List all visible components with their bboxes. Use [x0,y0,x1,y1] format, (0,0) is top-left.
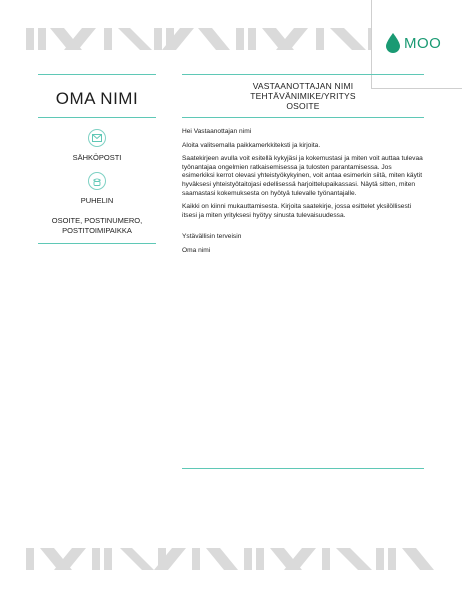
logo-box [371,0,462,89]
letter-paragraph: Aloita valitsemalla paikkamerkkiteksti ja kirjoita. [182,141,321,149]
email-label: SÄHKÖPOSTI [72,153,122,162]
bottom-decorative-band [26,548,436,570]
left-bottom-rule [38,243,156,244]
left-name-rule [38,117,156,118]
recipient-title: TEHTÄVÄNIMIKE/YRITYS [250,91,356,101]
sender-name: OMA NIMI [55,89,139,108]
letter-greeting: Hei Vastaanottajan nimi [182,128,252,135]
email-icon [88,129,106,147]
phone-icon [88,172,106,190]
address-label [38,216,156,236]
letter-signature: Oma nimi [182,246,211,254]
logo-text: MOO [404,35,442,52]
letter-closing: Ystävällisin terveisin [182,233,242,241]
letter-paragraph: Kaikki on kiinni mukauttamisesta. Kirjoita saatekirje, jossa esittelet yksilöllisesti itsesi ja miten yrityksesi hyötyy sinusta tulevaisuudessa. [182,203,412,219]
address-line: POSTITOIMIPAIKKA [62,226,132,235]
right-recipient-rule [182,117,424,118]
recipient-block [182,81,424,111]
right-bottom-rule [182,468,424,469]
recipient-address: OSOITE [286,101,320,111]
phone-label: PUHELIN [80,196,114,205]
letter-body [182,128,426,261]
address-line: OSOITE, POSTINUMERO, [51,216,143,225]
droplet-icon [386,33,400,53]
left-top-rule [38,74,156,75]
recipient-name: VASTAANOTTAJAN NIMI [252,81,354,91]
letter-paragraph: Saatekirjeen avulla voit esitellä kykyjäsi ja kokemustasi ja miten voit auttaa tulevaa työnantajaa ongelmien ratkaisemisessa ja tulosten parantamisessa. Jos esimerkiksi kerrot olevasi yhteistyökykyinen, voit antaa esimerkin siitä, miten käytit hyväksesi yhteistyötaitojasi edellisessä harjoittelupaikassasi. Näytä sitten, miten saamastasi kokemuksesta on hyötyä tulevalle työnantajalle. [182,155,423,197]
right-top-rule [182,74,424,75]
